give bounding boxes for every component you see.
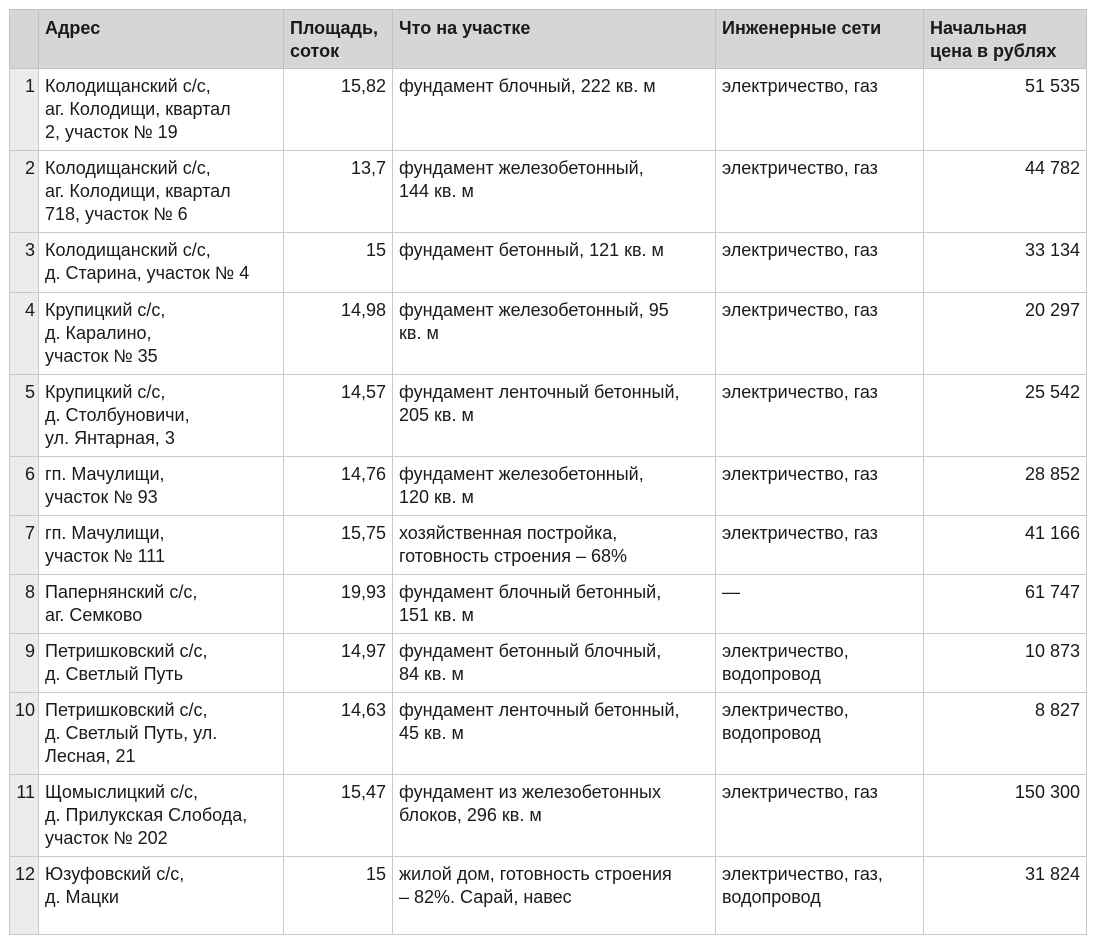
networks-cell[interactable]: электричество, газ — [716, 233, 924, 293]
table-row — [10, 634, 1087, 693]
price-cell[interactable]: 150 300 — [924, 775, 1087, 857]
networks-cell[interactable]: электричество, водопровод — [716, 634, 924, 693]
address-cell[interactable]: Колодищанский с/с, аг. Колодищи, квартал 718, участок № 6 — [39, 151, 284, 233]
what-cell[interactable]: фундамент из железобетонных блоков, 296 кв. м — [393, 775, 716, 857]
table-row — [10, 516, 1087, 575]
networks-cell[interactable]: электричество, газ — [716, 775, 924, 857]
spreadsheet — [9, 9, 1087, 935]
networks-cell[interactable]: электричество, газ — [716, 457, 924, 516]
table-row — [10, 375, 1087, 457]
what-cell[interactable]: фундамент железобетонный, 95 кв. м — [393, 293, 716, 375]
what-cell[interactable]: жилой дом, готовность строения – 82%. Сарай, навес — [393, 857, 716, 935]
header-area[interactable]: Площадь, соток — [284, 10, 393, 69]
table-row — [10, 151, 1087, 233]
row-number[interactable]: 10 — [10, 693, 39, 775]
price-cell[interactable]: 10 873 — [924, 634, 1087, 693]
what-cell[interactable]: фундамент бетонный, 121 кв. м — [393, 233, 716, 293]
area-cell[interactable]: 15 — [284, 857, 393, 935]
row-number[interactable]: 1 — [10, 69, 39, 151]
row-number[interactable]: 5 — [10, 375, 39, 457]
networks-cell[interactable]: — — [716, 575, 924, 634]
what-cell[interactable]: фундамент железобетонный, 144 кв. м — [393, 151, 716, 233]
price-cell[interactable]: 44 782 — [924, 151, 1087, 233]
address-cell[interactable]: гп. Мачулищи, участок № 111 — [39, 516, 284, 575]
what-cell[interactable]: фундамент бетонный блочный, 84 кв. м — [393, 634, 716, 693]
row-number[interactable]: 2 — [10, 151, 39, 233]
table-row — [10, 775, 1087, 857]
what-cell[interactable]: фундамент блочный, 222 кв. м — [393, 69, 716, 151]
table-row — [10, 233, 1087, 293]
area-cell[interactable]: 14,98 — [284, 293, 393, 375]
row-number[interactable]: 11 — [10, 775, 39, 857]
networks-cell[interactable]: электричество, газ — [716, 516, 924, 575]
networks-cell[interactable]: электричество, газ — [716, 151, 924, 233]
table-row — [10, 69, 1087, 151]
address-cell[interactable]: Щомыслицкий с/с, д. Прилукская Слобода, участок № 202 — [39, 775, 284, 857]
address-cell[interactable]: Крупицкий с/с, д. Столбуновичи, ул. Янтарная, 3 — [39, 375, 284, 457]
address-cell[interactable]: Колодищанский с/с, д. Старина, участок № 4 — [39, 233, 284, 293]
table-row — [10, 457, 1087, 516]
header-price[interactable]: Начальная цена в рублях — [924, 10, 1087, 69]
what-cell[interactable]: фундамент железобетонный, 120 кв. м — [393, 457, 716, 516]
header-address[interactable]: Адрес — [39, 10, 284, 69]
networks-cell[interactable]: электричество, водопровод — [716, 693, 924, 775]
area-cell[interactable]: 15,75 — [284, 516, 393, 575]
price-cell[interactable]: 41 166 — [924, 516, 1087, 575]
address-cell[interactable]: Папернянский с/с, аг. Семково — [39, 575, 284, 634]
price-cell[interactable]: 20 297 — [924, 293, 1087, 375]
what-cell[interactable]: хозяйственная постройка, готовность строения – 68% — [393, 516, 716, 575]
price-cell[interactable]: 8 827 — [924, 693, 1087, 775]
header-number[interactable] — [10, 10, 39, 69]
row-number[interactable]: 8 — [10, 575, 39, 634]
table-row — [10, 575, 1087, 634]
what-cell[interactable]: фундамент ленточный бетонный, 45 кв. м — [393, 693, 716, 775]
price-cell[interactable]: 33 134 — [924, 233, 1087, 293]
address-cell[interactable]: Петришковский с/с, д. Светлый Путь, ул. Лесная, 21 — [39, 693, 284, 775]
what-cell[interactable]: фундамент блочный бетонный, 151 кв. м — [393, 575, 716, 634]
table-row — [10, 693, 1087, 775]
area-cell[interactable]: 14,57 — [284, 375, 393, 457]
price-cell[interactable]: 31 824 — [924, 857, 1087, 935]
row-number[interactable]: 7 — [10, 516, 39, 575]
area-cell[interactable]: 14,97 — [284, 634, 393, 693]
networks-cell[interactable]: электричество, газ, водопровод — [716, 857, 924, 935]
land-plots-table — [9, 9, 1087, 935]
row-number[interactable]: 3 — [10, 233, 39, 293]
row-number[interactable]: 6 — [10, 457, 39, 516]
area-cell[interactable]: 14,76 — [284, 457, 393, 516]
table-row — [10, 857, 1087, 935]
price-cell[interactable]: 51 535 — [924, 69, 1087, 151]
row-number[interactable]: 12 — [10, 857, 39, 935]
table-row — [10, 293, 1087, 375]
networks-cell[interactable]: электричество, газ — [716, 375, 924, 457]
header-what[interactable]: Что на участке — [393, 10, 716, 69]
price-cell[interactable]: 28 852 — [924, 457, 1087, 516]
networks-cell[interactable]: электричество, газ — [716, 69, 924, 151]
address-cell[interactable]: гп. Мачулищи, участок № 93 — [39, 457, 284, 516]
address-cell[interactable]: Юзуфовский с/с, д. Мацки — [39, 857, 284, 935]
area-cell[interactable]: 15,47 — [284, 775, 393, 857]
header-networks[interactable]: Инженерные сети — [716, 10, 924, 69]
header-row — [10, 10, 1087, 69]
address-cell[interactable]: Крупицкий с/с, д. Каралино, участок № 35 — [39, 293, 284, 375]
area-cell[interactable]: 13,7 — [284, 151, 393, 233]
price-cell[interactable]: 61 747 — [924, 575, 1087, 634]
row-number[interactable]: 4 — [10, 293, 39, 375]
networks-cell[interactable]: электричество, газ — [716, 293, 924, 375]
area-cell[interactable]: 15,82 — [284, 69, 393, 151]
address-cell[interactable]: Колодищанский с/с, аг. Колодищи, квартал 2, участок № 19 — [39, 69, 284, 151]
row-number[interactable]: 9 — [10, 634, 39, 693]
what-cell[interactable]: фундамент ленточный бетонный, 205 кв. м — [393, 375, 716, 457]
area-cell[interactable]: 15 — [284, 233, 393, 293]
address-cell[interactable]: Петришковский с/с, д. Светлый Путь — [39, 634, 284, 693]
area-cell[interactable]: 19,93 — [284, 575, 393, 634]
price-cell[interactable]: 25 542 — [924, 375, 1087, 457]
area-cell[interactable]: 14,63 — [284, 693, 393, 775]
